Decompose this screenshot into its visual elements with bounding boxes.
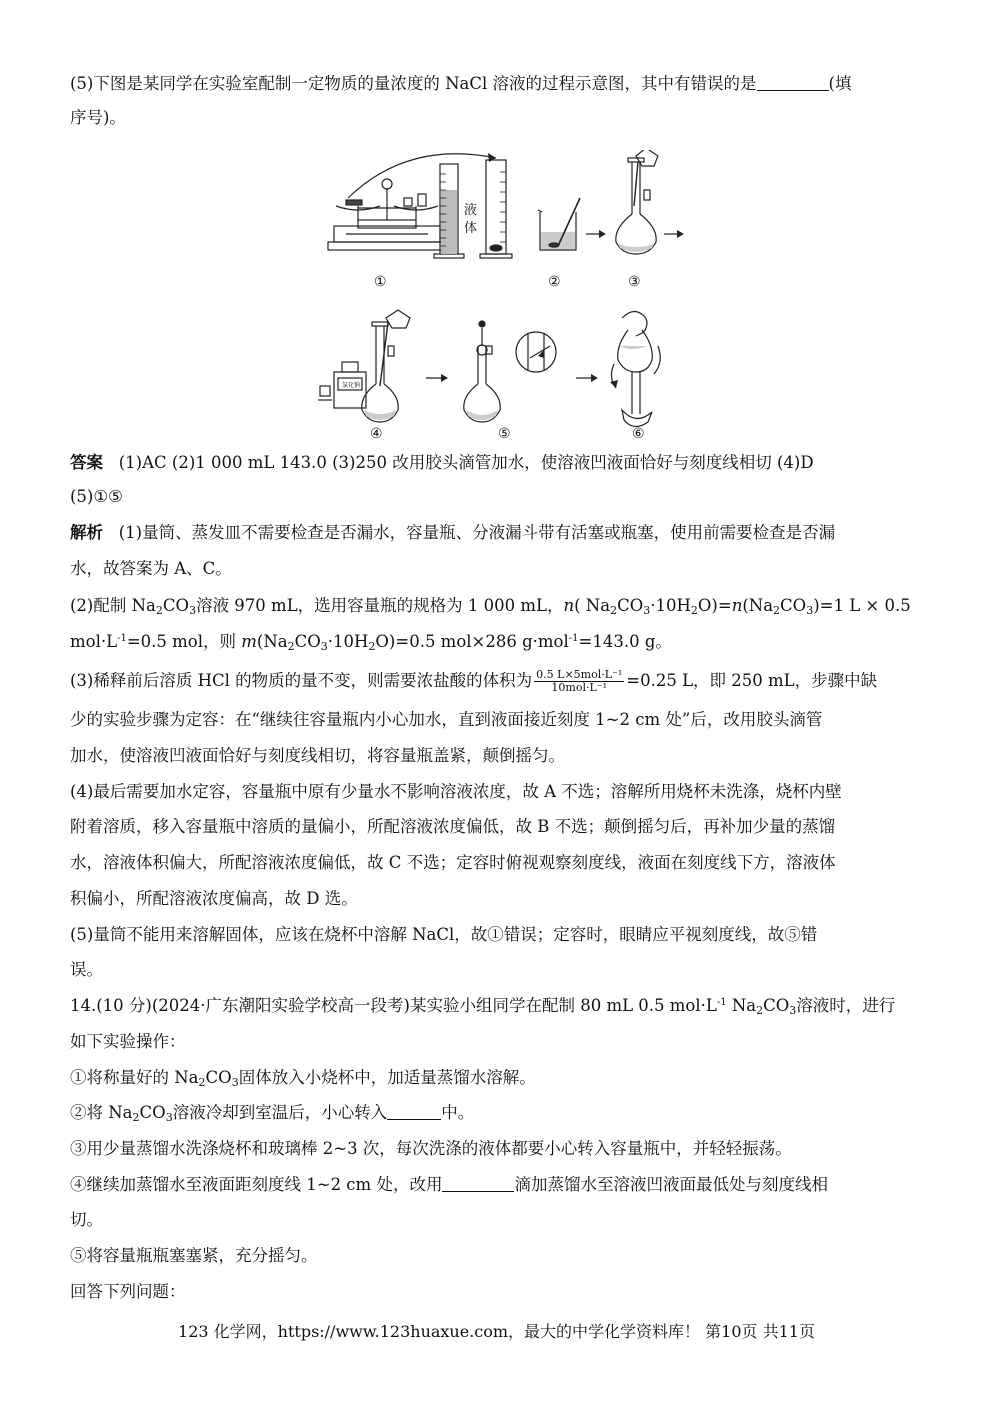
analysis-line-13: 误。 <box>70 960 103 979</box>
transfer-blank[interactable] <box>387 1103 441 1120</box>
q14-line-2: 如下实验操作： <box>70 1032 186 1051</box>
answer-blank[interactable] <box>757 74 829 91</box>
analysis-line-12: (5)量筒不能用来溶解固体，应该在烧杯中溶解 NaCl，故①错误；定容时，眼睛应平视刻度线，故⑤错 <box>70 925 818 944</box>
step-label-6: ⑥ <box>632 426 645 442</box>
answer-line-1 <box>70 451 926 475</box>
volumetric-flask-transfer <box>616 150 658 254</box>
analysis-line-6: 少的实验步骤为定容：在“继续往容量瓶内小心加水，直到液面接近刻度 1~2 cm 处”后，改用胶头滴管 <box>70 710 823 729</box>
analysis-line-9: 附着溶质，移入容量瓶中溶质的量偏小，所配溶液浓度偏低，故 B 不选；颠倒摇匀后，再补加少量的蒸馏 <box>70 817 836 836</box>
magnified-view <box>516 332 556 372</box>
q14-step-1: ①将称量好的 $Na_2CO_3$固体放入小烧杯中，加适量蒸馏水溶解。 <box>70 1068 536 1089</box>
q5-text: (5)下图是某同学在实验室配制一定物质的量浓度的 NaCl 溶液的过程示意图，其中有错误的是 <box>70 74 757 93</box>
q14-prompt: 回答下列问题： <box>70 1282 186 1301</box>
experiment-diagram <box>318 150 688 446</box>
q14-step-4-cont: 切。 <box>70 1210 103 1229</box>
dropper-blank[interactable] <box>442 1175 514 1192</box>
analysis-line-8: (4)最后需要加水定容，容量瓶中原有少量水不影响溶液浓度，故 A 不选；溶解所用烧杯未洗涤，烧杯内壁 <box>70 782 842 801</box>
q5-line-1: (5)下图是某同学在实验室配制一定物质的量浓度的 NaCl 溶液的过程示意图，其中有错误的是 (填 <box>70 74 852 93</box>
volume-fraction: $\frac{\text{0.5 L×5mol·L⁻¹}}{\text{10mol·L⁻¹}}$ <box>536 668 623 694</box>
analysis-line-3: (2)配制 $Na_2CO_3$溶液 970 mL，选用容量瓶的规格为 1 000 mL，n( $Na_2CO_3\cdot 10H_2O)=n(Na_2CO_3)=1$ L × 0.5 <box>70 596 911 617</box>
analysis-line-5: (3)稀释前后溶质 HCl 的物质的量不变，则需要浓盐酸的体积为 $\frac{\text{0.5 L×5mol·L⁻¹}}{\text{10mol·L⁻¹}}$ =0.25 L，即 250 mL，步骤中缺 <box>70 668 878 694</box>
step-label-5: ⑤ <box>498 426 511 442</box>
liquid-label-1: 液 <box>464 203 478 218</box>
q5-line-2: 序号)。 <box>70 108 126 127</box>
analysis-label: 解析 <box>70 523 103 542</box>
volumetric-flask-dropper <box>464 321 500 422</box>
answer-label: 答案 <box>70 453 103 472</box>
balance-scale <box>328 179 446 250</box>
analysis-line-2: 水，故答案为 A、C。 <box>70 559 232 578</box>
q14-line-1: 14.(10 分)(2024·广东潮阳实验学校高一段考)某实验小组同学在配制 80 mL 0.5 $mol\cdot L^{-1}$ $Na_2CO_3$溶液时，进行 <box>70 996 896 1017</box>
graduated-cylinder-with-solid <box>480 160 512 258</box>
bottle-label: 氯化钠 <box>342 382 361 389</box>
step-label-1: ① <box>374 274 387 290</box>
step-label-4: ④ <box>370 426 383 442</box>
q14-step-3: ③用少量蒸馏水洗涤烧杯和玻璃棒 2~3 次，每次洗涤的液体都要小心转入容量瓶中，并轻轻振荡。 <box>70 1139 792 1158</box>
analysis-line-1: 解析 (1)量筒、蒸发皿不需要检查是否漏水，容量瓶、分液漏斗带有活塞或瓶塞，使用前需要检查是否漏 <box>70 523 836 542</box>
step-label-2: ② <box>548 274 561 290</box>
analysis-line-10: 水，溶液体积偏大，所配溶液浓度偏低，故 C 不选；定容时俯视观察刻度线，液面在刻度线下方，溶液体 <box>70 853 836 872</box>
step-label-3: ③ <box>628 274 641 290</box>
flask-shaking <box>610 311 660 426</box>
volumetric-flask-fill <box>362 310 410 422</box>
q14-step-2: ②将 $Na_2CO_3$溶液冷却到室温后，小心转入 中。 <box>70 1103 475 1124</box>
q14-step-4: ④继续加蒸馏水至液面距刻度线 1~2 cm 处，改用 滴加蒸馏水至溶液凹液面最低处与刻度线相 <box>70 1175 828 1194</box>
analysis-line-4: $mol\cdot L^{-1}=0.5$ mol，则 $m(Na_2CO_3\cdot 10H_2O)=0.5$ mol×286 g·mol$^{-1}$=143.0 g。 <box>70 632 672 653</box>
liquid-label-2: 体 <box>464 221 478 236</box>
analysis-line-7: 加水，使溶液凹液面恰好与刻度线相切，将容量瓶盖紧，颠倒摇匀。 <box>70 746 565 765</box>
beaker-with-rod <box>538 198 580 250</box>
graduated-cylinder <box>434 164 464 258</box>
answer-text: (1)AC (2)1 000 mL 143.0 (3)250 改用胶头滴管加水，使溶液凹液面恰好与刻度线相切 (4)D <box>118 453 814 472</box>
analysis-line-11: 积偏小，所配溶液浓度偏高，故 D 选。 <box>70 889 358 908</box>
page-footer: 123 化学网，https://www.123huaxue.com，最大的中学化学资料库！ 第10页 共11页 <box>178 1322 815 1341</box>
q14-step-5: ⑤将容量瓶瓶塞塞紧，充分摇匀。 <box>70 1246 318 1265</box>
answer-line-2: (5)①⑤ <box>70 487 123 506</box>
